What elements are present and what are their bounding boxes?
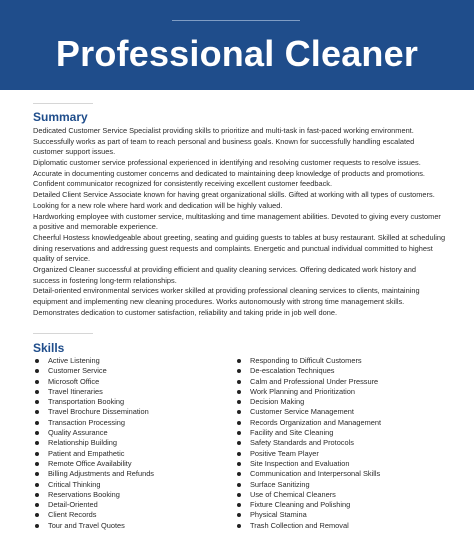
skill-label: Detail-Oriented — [48, 500, 98, 510]
skill-item — [35, 366, 154, 376]
bullet-icon — [237, 390, 241, 394]
skill-item — [237, 459, 381, 469]
skill-label: Trash Collection and Removal — [250, 520, 349, 530]
summary-line: Detail-oriented environmental services worker skilled at providing professional cleaning services to clients, maintaining — [33, 286, 420, 296]
bullet-icon — [237, 452, 241, 456]
skill-item — [35, 418, 154, 428]
skill-label: Patient and Empathetic — [48, 448, 125, 458]
summary-line: Demonstrates dedication to customer satisfaction, reliability and taking pride in job well done. — [33, 307, 337, 317]
summary-line: customer support issues. — [33, 147, 116, 157]
skill-label: Physical Stamina — [250, 510, 307, 520]
skill-item — [35, 377, 154, 387]
skill-label: Positive Team Player — [250, 448, 319, 458]
bullet-icon — [35, 462, 39, 466]
skill-item — [35, 387, 154, 397]
skills-list-right — [237, 356, 381, 531]
skill-item — [237, 500, 381, 510]
summary-line: Confident communicator recognized for consistently receiving excellent customer feedback. — [33, 179, 333, 189]
skill-item — [237, 377, 381, 387]
summary-line: dining reservations and addressing guest requests and complaints. Energetic and punctual individual committed to highest — [33, 243, 433, 253]
skill-item — [35, 449, 154, 459]
skill-label: Surface Sanitizing — [250, 479, 310, 489]
skill-item — [237, 366, 381, 376]
skill-item — [237, 387, 381, 397]
skill-item — [237, 428, 381, 438]
resume-title: Professional Cleaner — [55, 33, 419, 74]
skill-label: Customer Service Management — [250, 407, 354, 417]
summary-line: Diplomatic customer service professional experienced in identifying and resolving customer requests to resolve issues. — [33, 158, 421, 168]
skill-item — [35, 459, 154, 469]
bullet-icon — [237, 503, 241, 507]
bullet-icon — [35, 369, 39, 373]
summary-line: a positive and memorable experience. — [33, 222, 158, 232]
skill-label: Transaction Processing — [48, 417, 125, 427]
skill-label: Billing Adjustments and Refunds — [48, 469, 154, 479]
bullet-icon — [35, 472, 39, 476]
skill-label: Client Records — [48, 510, 97, 520]
skill-label: Customer Service — [48, 366, 107, 376]
bullet-icon — [237, 472, 241, 476]
bullet-icon — [237, 524, 241, 528]
resume-header — [0, 0, 474, 90]
skill-item — [237, 510, 381, 520]
bullet-icon — [237, 380, 241, 384]
bullet-icon — [237, 513, 241, 517]
summary-heading: Summary — [33, 110, 88, 124]
bullet-icon — [35, 400, 39, 404]
skill-item — [237, 397, 381, 407]
summary-line: success in fostering long-term relationships. — [33, 275, 177, 285]
skills-list-left — [35, 356, 154, 531]
skill-item — [35, 407, 154, 417]
bullet-icon — [35, 410, 39, 414]
skill-label: Communication and Interpersonal Skills — [250, 469, 381, 479]
bullet-icon — [35, 390, 39, 394]
skill-item — [35, 356, 154, 366]
summary-line: Hardworking employee with customer service, multitasking and time management abilities. Devoted to giving every customer — [33, 211, 441, 221]
summary-text — [33, 126, 451, 318]
summary-line: Looking for a new role where hard work and dedication will be highly valued. — [33, 200, 283, 210]
skill-label: Travel Brochure Dissemination — [48, 407, 149, 417]
bullet-icon — [237, 400, 241, 404]
skill-label: Travel Itineraries — [48, 386, 103, 396]
skill-label: Relationship Building — [48, 438, 118, 448]
skill-item — [35, 438, 154, 448]
skill-label: Responding to Difficult Customers — [250, 356, 362, 365]
skill-item — [237, 407, 381, 417]
skill-item — [35, 510, 154, 520]
summary-divider — [33, 103, 93, 104]
bullet-icon — [35, 513, 39, 517]
bullet-icon — [35, 493, 39, 497]
bullet-icon — [35, 431, 39, 435]
skill-label: Quality Assurance — [48, 428, 108, 438]
bullet-icon — [35, 359, 39, 363]
skill-item — [237, 418, 381, 428]
bullet-icon — [35, 441, 39, 445]
bullet-icon — [237, 410, 241, 414]
skill-label: Safety Standards and Protocols — [250, 438, 354, 448]
skill-label: Work Planning and Prioritization — [250, 386, 356, 396]
skill-label: Microsoft Office — [48, 376, 100, 386]
skill-item — [35, 397, 154, 407]
skills-divider — [33, 333, 93, 334]
skill-label: Tour and Travel Quotes — [48, 520, 125, 530]
bullet-icon — [35, 524, 39, 528]
skill-item — [35, 521, 154, 531]
bullet-icon — [237, 441, 241, 445]
skill-label: Transportation Booking — [48, 397, 125, 407]
skill-item — [35, 480, 154, 490]
skill-label: Use of Chemical Cleaners — [250, 489, 336, 499]
bullet-icon — [35, 380, 39, 384]
summary-line: Successfully works as part of team to reach personal and business goals. Known for successfully handling escalated — [33, 136, 415, 146]
bullet-icon — [35, 452, 39, 456]
summary-line: equipment and implementing new cleaning procedures. Works autonomously with strong time management skills. — [33, 297, 405, 306]
skill-item — [35, 490, 154, 500]
summary-line: Cheerful Hostess knowledgeable about greeting, seating and guiding guests to tables at busy restaurant. Skilled at scheduling — [33, 232, 446, 242]
skill-label: Site Inspection and Evaluation — [250, 458, 350, 468]
bullet-icon — [237, 359, 241, 363]
skill-label: De-escalation Techniques — [250, 366, 335, 376]
bullet-icon — [35, 483, 39, 487]
bullet-icon — [237, 431, 241, 435]
summary-line: quality of service. — [33, 254, 91, 264]
skill-label: Fixture Cleaning and Polishing — [250, 500, 351, 510]
skill-label: Records Organization and Management — [250, 417, 382, 427]
bullet-icon — [237, 462, 241, 466]
skill-label: Critical Thinking — [48, 479, 101, 489]
skill-label: Active Listening — [48, 356, 100, 365]
skill-item — [35, 469, 154, 479]
summary-line: Organized Cleaner successful at providing efficient and quality cleaning services. Offering dedicated work history and — [33, 264, 417, 274]
skill-item — [237, 356, 381, 366]
bullet-icon — [35, 503, 39, 507]
skill-item — [237, 438, 381, 448]
skill-label: Facility and Site Cleaning — [250, 428, 334, 438]
skill-item — [237, 490, 381, 500]
summary-line: Dedicated Customer Service Specialist providing skills to prioritize and multi-task in fast-paced working environment. — [33, 126, 414, 135]
bullet-icon — [237, 483, 241, 487]
header-divider — [172, 20, 300, 21]
skill-item — [237, 480, 381, 490]
skill-item — [237, 521, 381, 531]
skill-item — [237, 449, 381, 459]
skill-label: Decision Making — [250, 397, 305, 407]
skill-item — [35, 428, 154, 438]
summary-line: Detailed Client Service Associate known for having great organizational skills. Gifted at working with all types of customers. — [33, 190, 435, 200]
bullet-icon — [35, 421, 39, 425]
skills-heading: Skills — [33, 341, 65, 355]
bullet-icon — [237, 369, 241, 373]
bullet-icon — [237, 421, 241, 425]
summary-line: Accurate in documenting customer concerns and dedicated to maintaining deep knowledge of products and promotions. — [33, 168, 425, 178]
skill-label: Remote Office Availability — [48, 458, 132, 468]
skill-label: Reservations Booking — [48, 489, 120, 499]
skill-item — [35, 500, 154, 510]
skill-item — [237, 469, 381, 479]
bullet-icon — [237, 493, 241, 497]
skill-label: Calm and Professional Under Pressure — [250, 376, 379, 386]
